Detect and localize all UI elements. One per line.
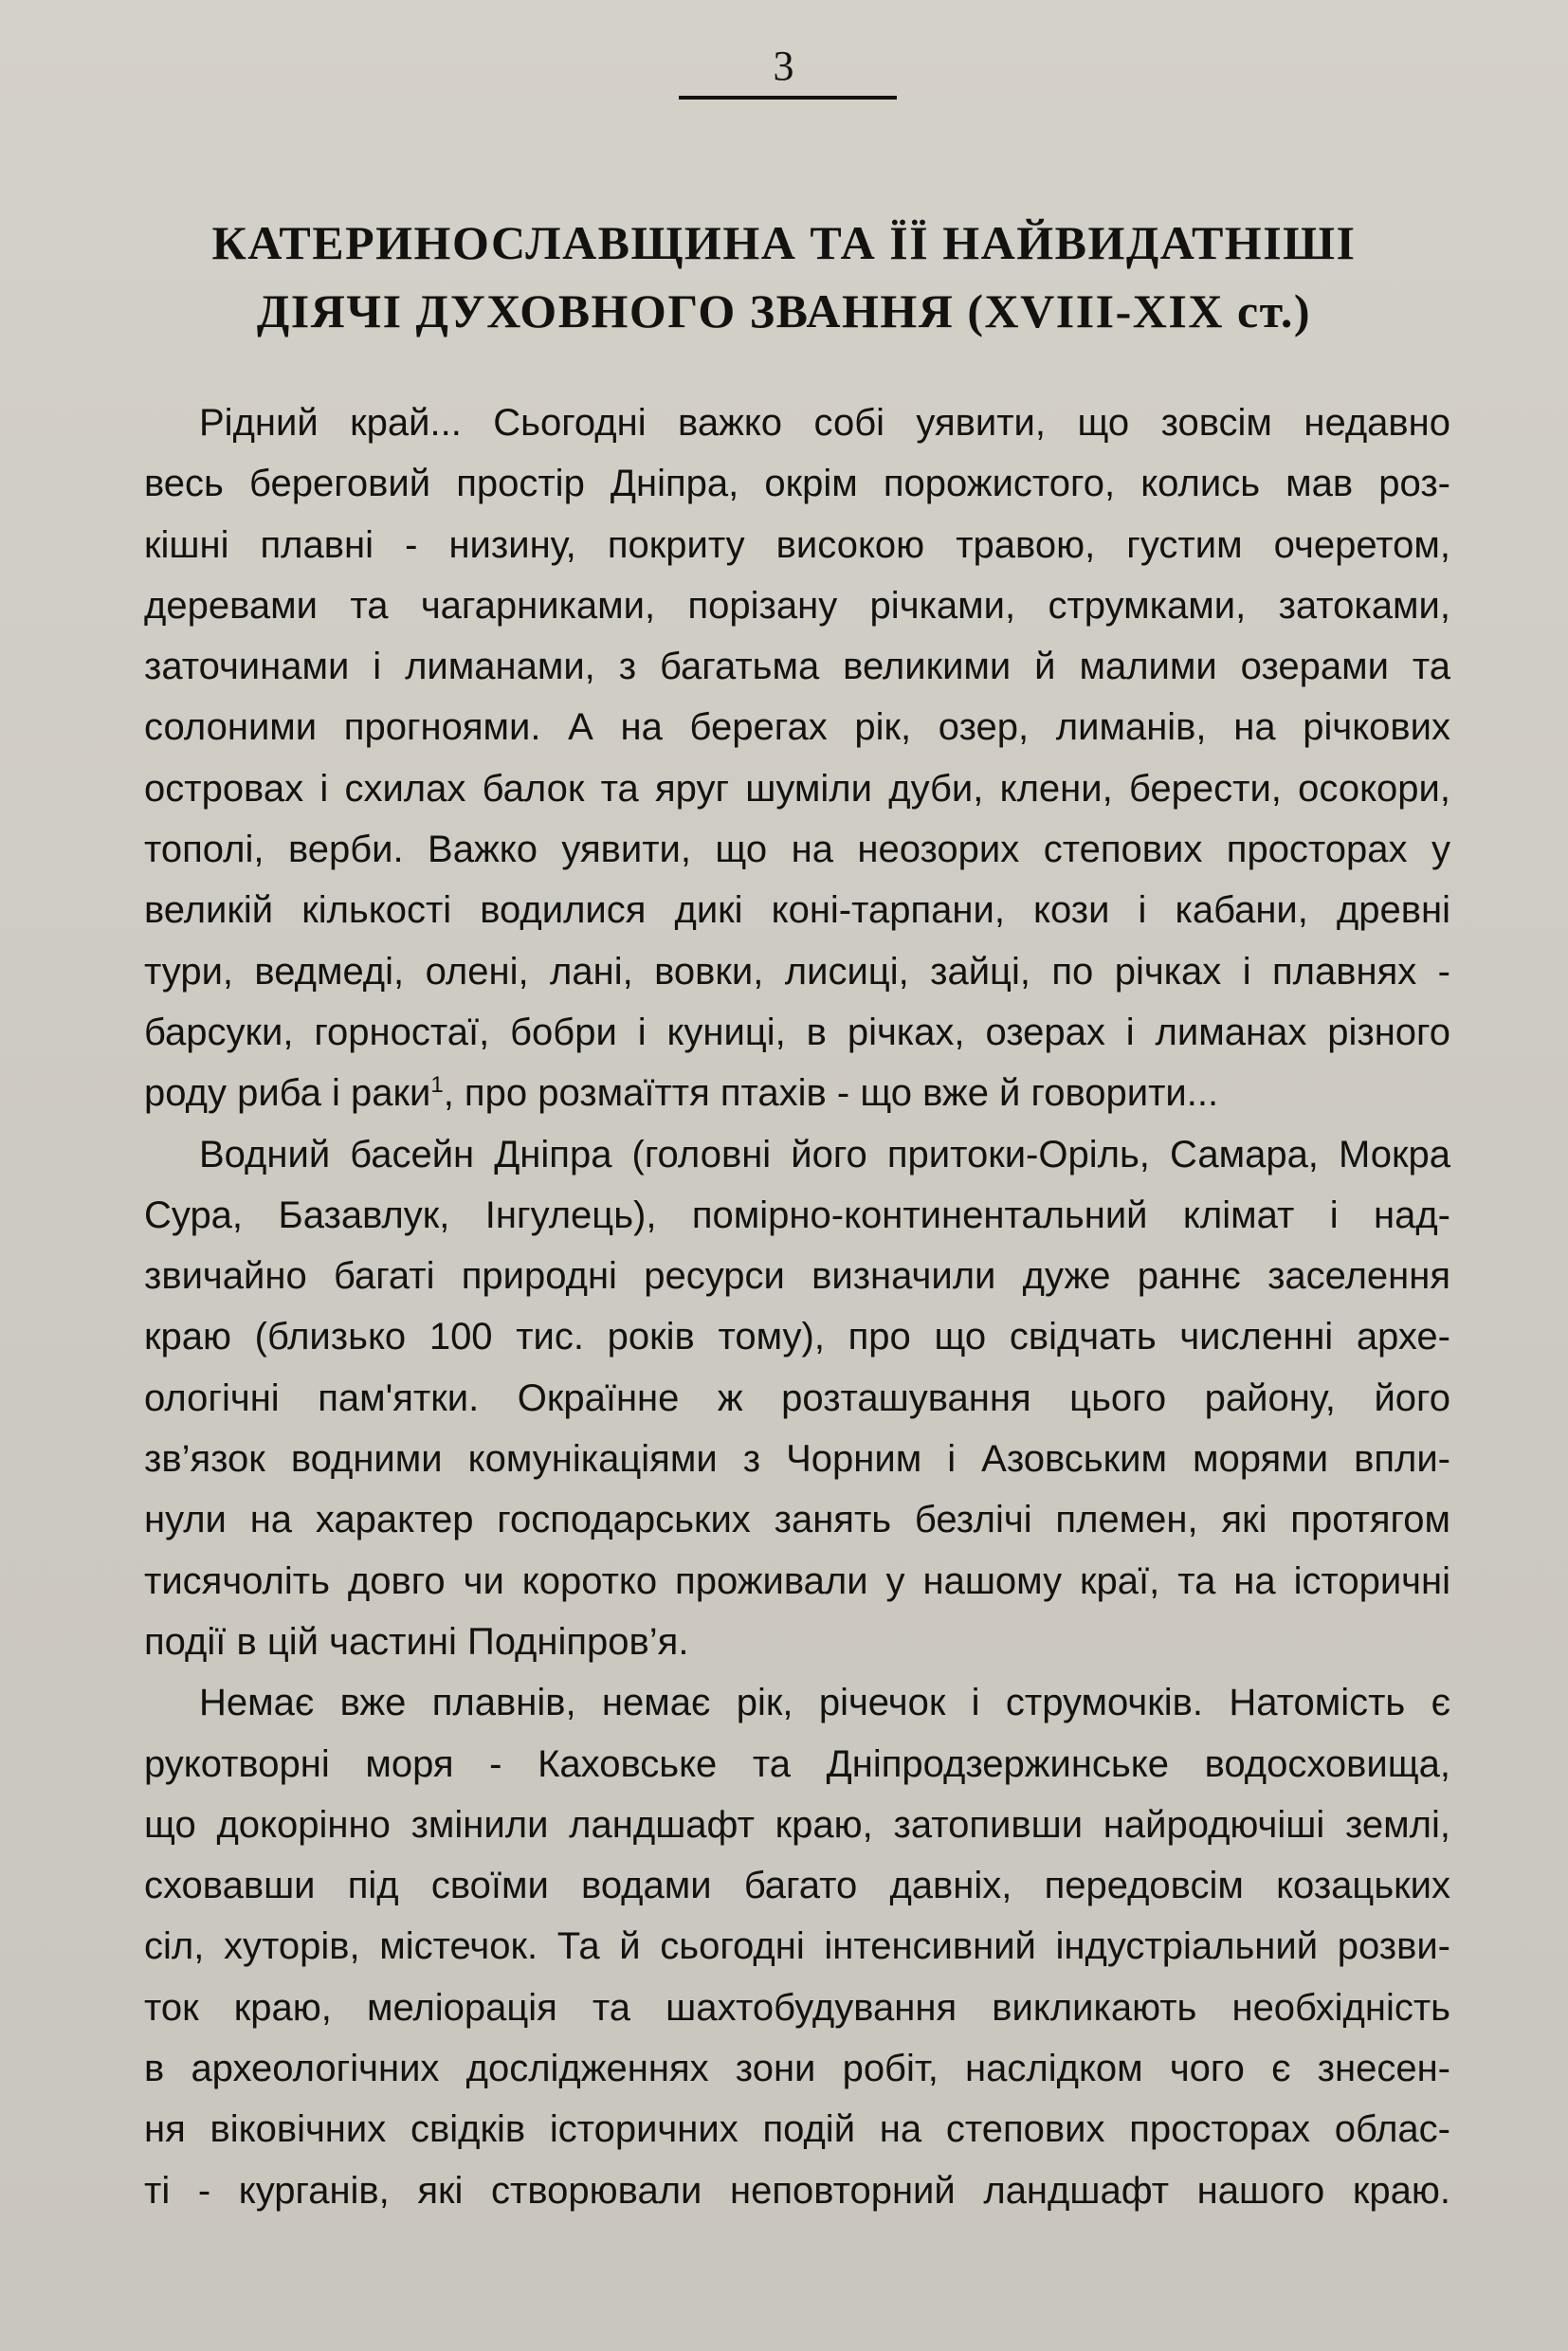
text-line: сховавши під своїми водами багато давніх, передовсім козацьких xyxy=(144,1865,1450,1907)
text-line: кішні плавні - низину, покриту високою травою, густим очеретом, xyxy=(144,523,1450,566)
text-line: тисячоліть довго чи коротко проживали у нашому краї, та на історичні xyxy=(144,1559,1450,1602)
paragraph-3 xyxy=(144,1672,1450,2221)
paragraph-1 xyxy=(144,392,1450,1124)
text-line: ток краю, меліорація та шахтобудування викликають необхідність xyxy=(144,1986,1450,2029)
text-line: Сура, Базавлук, Інгулець), помірно-континентальний клімат і над- xyxy=(144,1194,1450,1236)
paragraph-2 xyxy=(144,1124,1450,1673)
text-segment: роду риба і раки xyxy=(144,1072,431,1115)
text-line: Водний басейн Дніпра (головні його притоки-Оріль, Самара, Мокра xyxy=(199,1133,1450,1176)
text-line: тури, ведмеді, олені, лані, вовки, лисиці, зайці, по річках і плавнях - xyxy=(144,950,1450,993)
text-line: ологічні пам'ятки. Окраїнне ж розташування цього району, його xyxy=(144,1376,1450,1419)
text-line: тополі, верби. Важко уявити, що на неозорих степових просторах у xyxy=(144,829,1450,871)
text-line: весь береговий простір Дніпра, окрім порожистого, колись мав роз- xyxy=(144,463,1450,505)
text-line: зв’язок водними комунікаціями з Чорним і Азовським морями впли- xyxy=(144,1438,1450,1481)
text-line: Немає вже плавнів, немає рік, річечок і струмочків. Натомість є xyxy=(199,1682,1450,1724)
chapter-title-line-1: КАТЕРИНОСЛАВЩИНА ТА ЇЇ НАЙВИДАТНІШІ xyxy=(211,216,1357,269)
chapter-title xyxy=(95,209,1473,345)
body-text xyxy=(144,392,1450,2221)
text-line: островах і схилах балок та яруг шуміли дуби, клени, берести, осокори, xyxy=(144,767,1450,810)
text-line: звичайно багаті природні ресурси визначили дуже раннє заселення xyxy=(144,1255,1450,1298)
chapter-title-line-2: ДІЯЧІ ДУХОВНОГО ЗВАННЯ (XVIII-XIX ст.) xyxy=(256,284,1312,337)
text-line: ня віковічних свідків історичних подій на степових просторах облас- xyxy=(144,2108,1450,2151)
text-line: Рідний край... Сьогодні важко собі уявити, що зовсім недавно xyxy=(199,402,1450,444)
text-line: нули на характер господарських занять безлічі племен, які протягом xyxy=(144,1499,1450,1541)
footnote-marker: 1 xyxy=(430,1072,444,1099)
page-header xyxy=(0,38,1568,95)
text-line: великій кількості водилися дикі коні-тарпани, кози і кабани, древні xyxy=(144,889,1450,932)
text-line: ті - курганів, які створювали неповторний ландшафт нашого краю. xyxy=(144,2169,1450,2212)
text-segment: , про розмаїття птахів - що вже й говорити... xyxy=(443,1072,1219,1115)
page-number-underline xyxy=(679,96,897,100)
page-number: 3 xyxy=(773,43,795,89)
text-line: події в цій частині Подніпров’я. xyxy=(144,1620,689,1663)
text-line: солоними прогноями. А на берегах рік, озер, лиманів, на річкових xyxy=(144,706,1450,749)
text-line: в археологічних дослідженнях зони робіт, наслідком чого є знесен- xyxy=(144,2048,1450,2090)
text-line: краю (близько 100 тис. років тому), про що свідчать численні архе- xyxy=(144,1316,1450,1358)
text-line: рукотворні моря - Каховське та Дніпродзержинське водосховища, xyxy=(144,1742,1450,1785)
text-line-with-footnote xyxy=(144,1063,1450,1123)
text-line: сіл, хуторів, містечок. Та й сьогодні інтенсивний індустріальний розви- xyxy=(144,1925,1450,1968)
text-line: заточинами і лиманами, з багатьма великими й малими озерами та xyxy=(144,646,1450,688)
text-line: що докорінно змінили ландшафт краю, затопивши найродючіші землі, xyxy=(144,1803,1450,1846)
text-line: деревами та чагарниками, порізану річками, струмками, затоками, xyxy=(144,584,1450,627)
text-line: барсуки, горностаї, бобри і куниці, в річках, озерах і лиманах різного xyxy=(144,1011,1450,1053)
